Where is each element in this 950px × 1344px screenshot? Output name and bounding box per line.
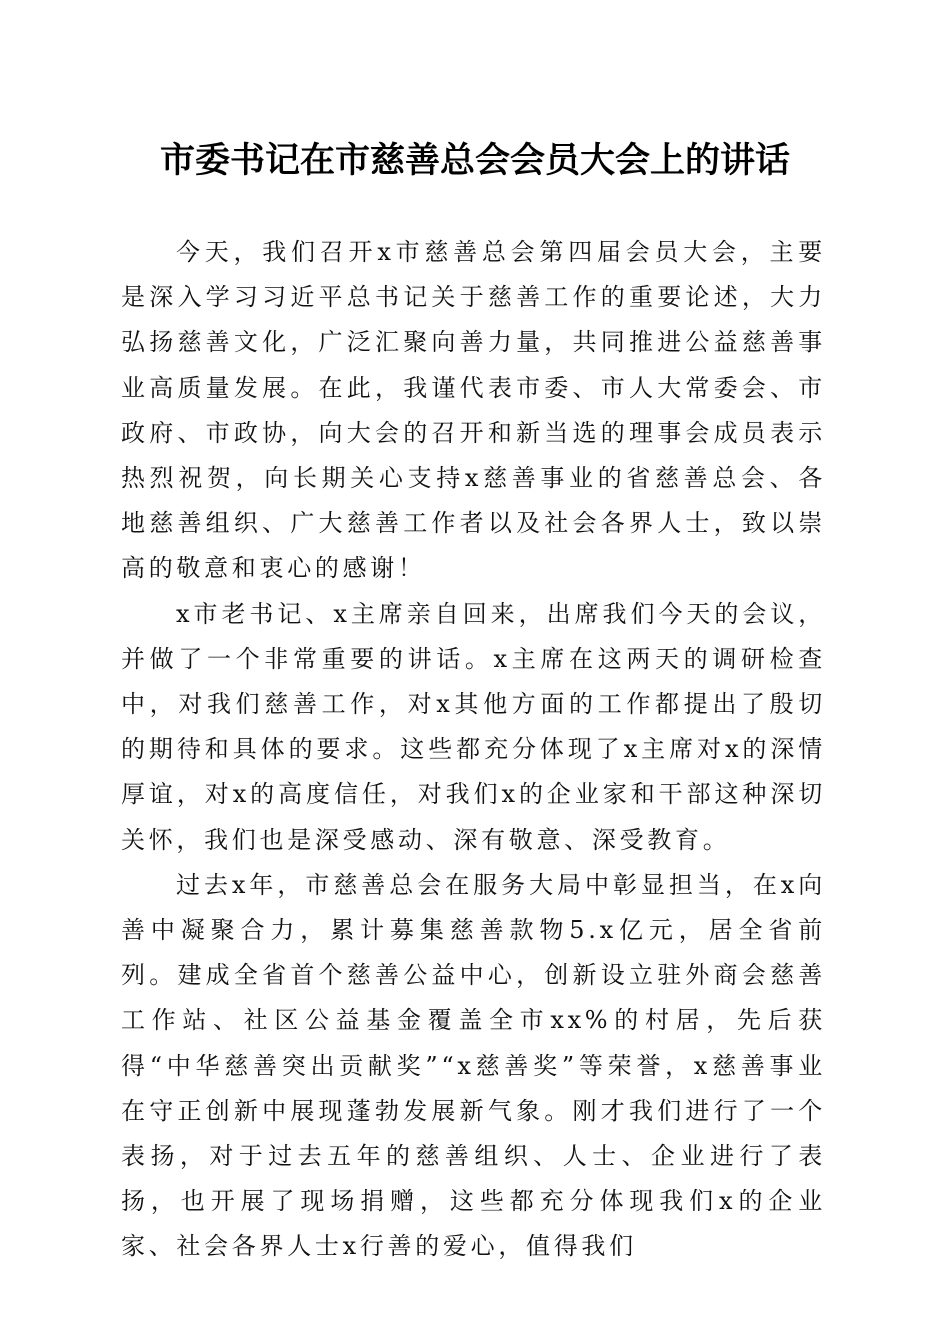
document-title: 市委书记在市慈善总会会员大会上的讲话: [159, 140, 790, 181]
paragraph-guest-remarks: x市老书记、x主席亲自回来，出席我们今天的会议，并做了一个非常重要的讲话。x主席在这两天的调研检查中，对我们慈善工作，对x其他方面的工作都提出了殷切的期待和具体的要求。这些都充分体现了x主席对x的深情厚谊，对x的高度信任，对我们x的企业家和干部这种深切关怀，我们也是深受感动、深有敬意、深受教育。: [121, 599, 826, 854]
document-body: [121, 230, 826, 1270]
paragraph-achievements: 过去x年，市慈善总会在服务大局中彰显担当，在x向善中凝聚合力，累计募集慈善款物5.x亿元，居全省前列。建成全省首个慈善公益中心，创新设立驻外商会慈善工作站、社区公益基金覆盖全市xx%的村居，先后获得“中华慈善突出贡献奖”“x慈善奖”等荣誉，x慈善事业在守正创新中展现蓬勃发展新气象。刚才我们进行了一个表扬，对于过去五年的慈善组织、人士、企业进行了表扬，也开展了现场捐赠，这些都充分体现我们x的企业家、社会各界人士x行善的爱心，值得我们: [121, 870, 826, 1261]
paragraph-opening: 今天，我们召开x市慈善总会第四届会员大会，主要是深入学习习近平总书记关于慈善工作的重要论述，大力弘扬慈善文化，广泛汇聚向善力量，共同推进公益慈善事业高质量发展。在此，我谨代表市委、市人大常委会、市政府、市政协，向大会的召开和新当选的理事会成员表示热烈祝贺，向长期关心支持x慈善事业的省慈善总会、各地慈善组织、广大慈善工作者以及社会各界人士，致以崇高的敬意和衷心的感谢！: [121, 238, 826, 583]
